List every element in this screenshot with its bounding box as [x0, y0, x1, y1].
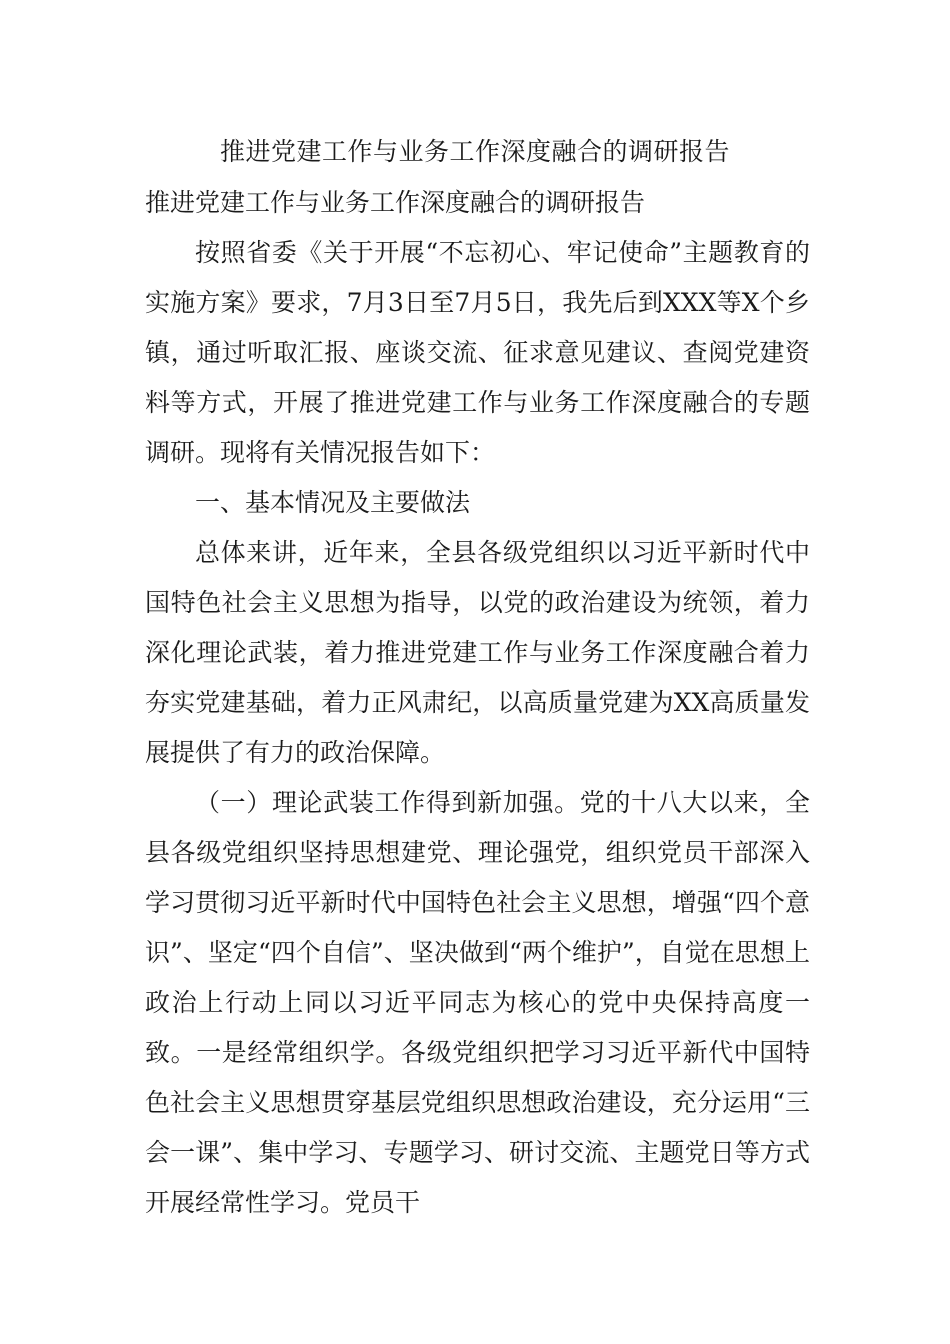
- paragraph-intro: 按照省委《关于开展“不忘初心、牢记使命”主题教育的实施方案》要求，7月3日至7月5日，我先后到XXX等X个乡镇，通过听取汇报、座谈交流、征求意见建议、查阅党建资料等方式，开展了推进党建工作与业务工作深度融合的专题调研。现将有关情况报告如下：: [145, 238, 810, 467]
- document-subtitle: 推进党建工作与业务工作深度融合的调研报告: [145, 188, 646, 217]
- document-body: [145, 178, 810, 1228]
- section-heading-basic-situation: 一、基本情况及主要做法: [195, 488, 471, 517]
- document-title: 推进党建工作与业务工作深度融合的调研报告: [219, 137, 730, 166]
- paragraph-overview: 总体来讲，近年来，全县各级党组织以习近平新时代中国特色社会主义思想为指导，以党的政治建设为统领，着力深化理论武装，着力推进党建工作与业务工作深度融合着力夯实党建基础，着力正风肃纪，以高质量党建为XX高质量发展提供了有力的政治保障。: [145, 538, 810, 767]
- paragraph-theory-armament: （一）理论武装工作得到新加强。党的十八大以来，全县各级党组织坚持思想建党、理论强党，组织党员干部深入学习贯彻习近平新时代中国特色社会主义思想，增强“四个意识”、坚定“四个自信”、坚决做到“两个维护”，自觉在思想上政治上行动上同以习近平同志为核心的党中央保持高度一致。一是经常组织学。各级党组织把学习习近平新代中国特色社会主义思想贯穿基层党组织思想政治建设，充分运用“三会一课”、集中学习、专题学习、研讨交流、主题党日等方式开展经常性学习。党员干: [145, 788, 810, 1217]
